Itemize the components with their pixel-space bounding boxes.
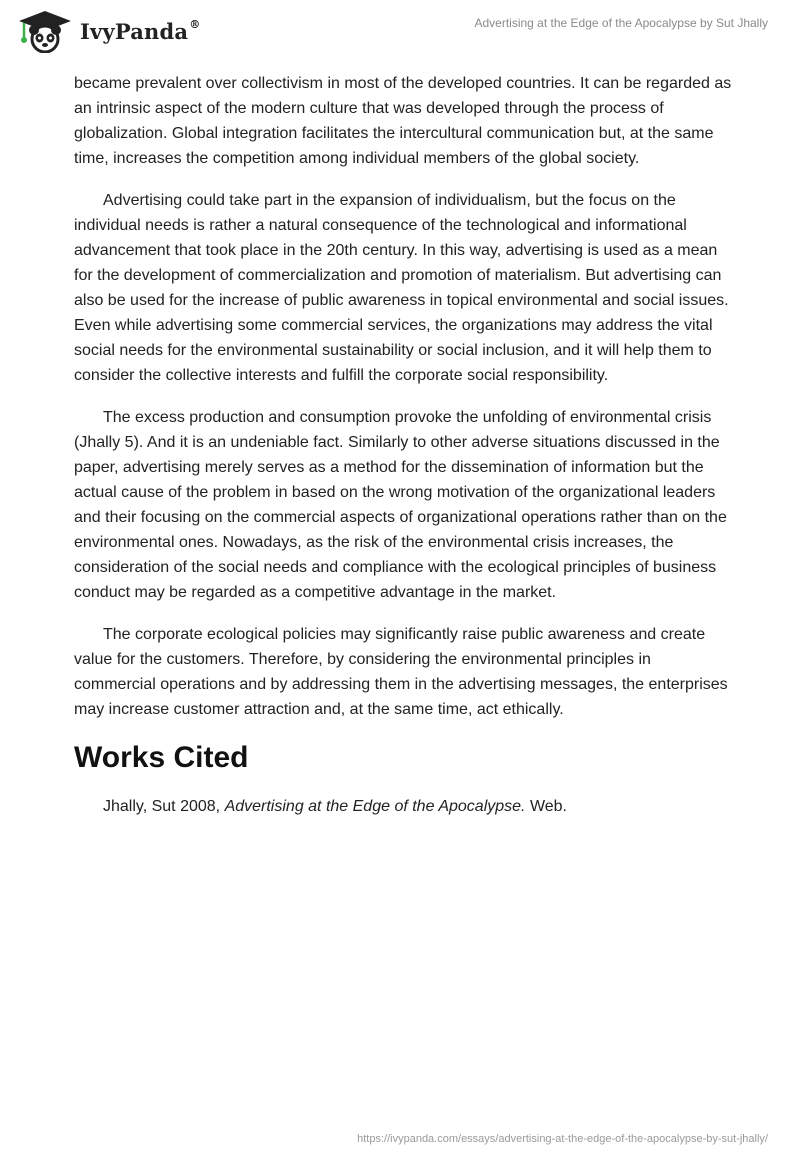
citation-author-year: Jhally, Sut 2008, [103,798,225,815]
document-title: Advertising at the Edge of the Apocalypse by Sut Jhally [474,16,768,30]
paragraph: Advertising could take part in the expansion of individualism, but the focus on the individual needs is rather a natural consequence of the technological and informational advancement that took place in the 20th century. In this way, advertising is used as a mean for the development of commercialization and promotion of materialism. But advertising can also be used for the increase of public awareness in topical environmental and social issues. Even while advertising some commercial services, the organizations may address the vital social needs for the environmental sustainability or social inclusion, and it will help them to consider the collective interests and fulfill the corporate social responsibility. [74,192,729,384]
page-header [0,0,800,70]
essay-body [74,71,734,836]
source-url[interactable]: https://ivypanda.com/essays/advertising-at-the-edge-of-the-apocalypse-by-sut-jhally/ [357,1133,768,1145]
logo-wordmark: IvyPanda® [80,17,201,44]
paragraph: The corporate ecological policies may significantly raise public awareness and create value for the customers. Therefore, by considering the environmental principles in commercial operations and by addressing them in the advertising messages, the enterprises may increase customer attraction and, at the same time, act ethically. [74,626,728,718]
works-cited-heading: Works Cited [74,741,249,774]
ivypanda-logo[interactable] [16,9,200,53]
citation-entry [74,794,734,819]
panda-graduation-cap-icon [16,9,74,53]
citation-medium: Web. [525,798,567,815]
citation-title: Advertising at the Edge of the Apocalypse. [224,798,526,815]
paragraph: The excess production and consumption provoke the unfolding of environmental crisis (Jhally 5). And it is an undeniable fact. Similarly to other adverse situations discussed in the paper, advertising merely serves as a method for the dissemination of information but the actual cause of the problem in based on the wrong motivation of the organizational leaders and their focusing on the commercial aspects of organizational operations rather than on the environmental ones. Nowadays, as the risk of the environmental crisis increases, the consideration of the social needs and compliance with the ecological principles of business conduct may be regarded as a competitive advantage in the market. [74,409,727,601]
paragraph: became prevalent over collectivism in most of the developed countries. It can be regarded as an intrinsic aspect of the modern culture that was developed through the process of globalization. Global integration facilitates the intercultural communication but, at the same time, increases the competition among individual members of the global society. [74,75,732,167]
